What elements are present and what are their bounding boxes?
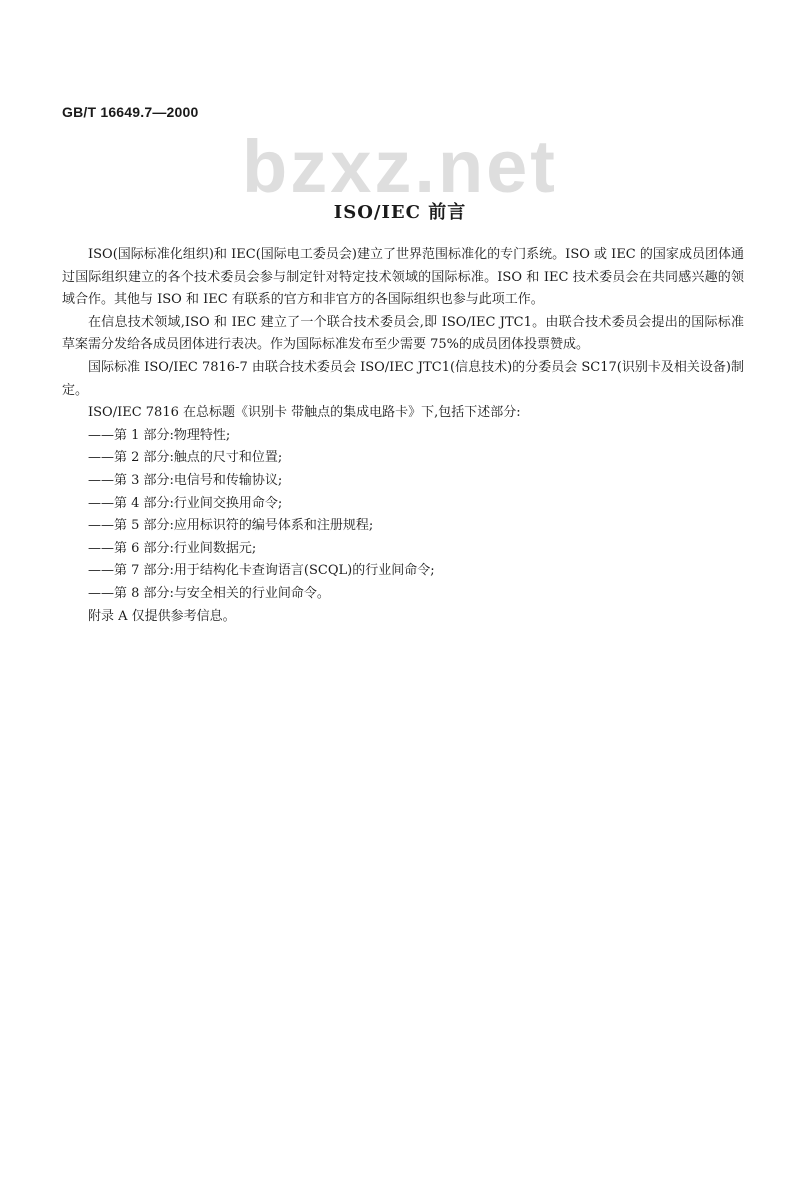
document-body	[62, 244, 744, 628]
parts-list	[62, 425, 744, 606]
list-item: ——第 2 部分:触点的尺寸和位置;	[88, 450, 283, 466]
standard-code: GB/T 16649.7—2000	[62, 104, 199, 120]
list-item: ——第 7 部分:用于结构化卡查询语言(SCQL)的行业间命令;	[88, 563, 435, 579]
list-item: ——第 1 部分:物理特性;	[88, 427, 231, 443]
list-item: ——第 8 部分:与安全相关的行业间命令。	[88, 585, 330, 601]
list-item: ——第 5 部分:应用标识符的编号体系和注册规程;	[88, 518, 374, 534]
list-item: ——第 6 部分:行业间数据元;	[88, 540, 257, 556]
paragraph-sc17: 国际标准 ISO/IEC 7816-7 由联合技术委员会 ISO/IEC JTC1(信息技术)的分委员会 SC17(识别卡及相关设备)制定。	[62, 359, 744, 398]
page-title: ISO/IEC 前言	[333, 202, 467, 223]
annex-note: 附录 A 仅提供参考信息。	[88, 608, 236, 624]
list-item: ——第 3 部分:电信号和传输协议;	[88, 472, 283, 488]
paragraph-iso-iec-intro: ISO(国际标准化组织)和 IEC(国际电工委员会)建立了世界范围标准化的专门系统。ISO 或 IEC 的国家成员团体通过国际组织建立的各个技术委员会参与制定针对特定技术领域的国际标准。ISO 和 IEC 技术委员会在共同感兴趣的领域合作。其他与 ISO 和 IEC 有联系的官方和非官方的各国际组织也参与此项工作。	[62, 247, 744, 308]
watermark: bzxz.net	[242, 125, 558, 208]
paragraph-parts-intro: ISO/IEC 7816 在总标题《识别卡 带触点的集成电路卡》下,包括下述部分:	[88, 405, 521, 421]
paragraph-jtc1: 在信息技术领域,ISO 和 IEC 建立了一个联合技术委员会,即 ISO/IEC JTC1。由联合技术委员会提出的国际标准草案需分发给各成员团体进行表决。作为国际标准发布至少需要 75%的成员团体投票赞成。	[62, 314, 744, 353]
list-item: ——第 4 部分:行业间交换用命令;	[88, 495, 283, 511]
